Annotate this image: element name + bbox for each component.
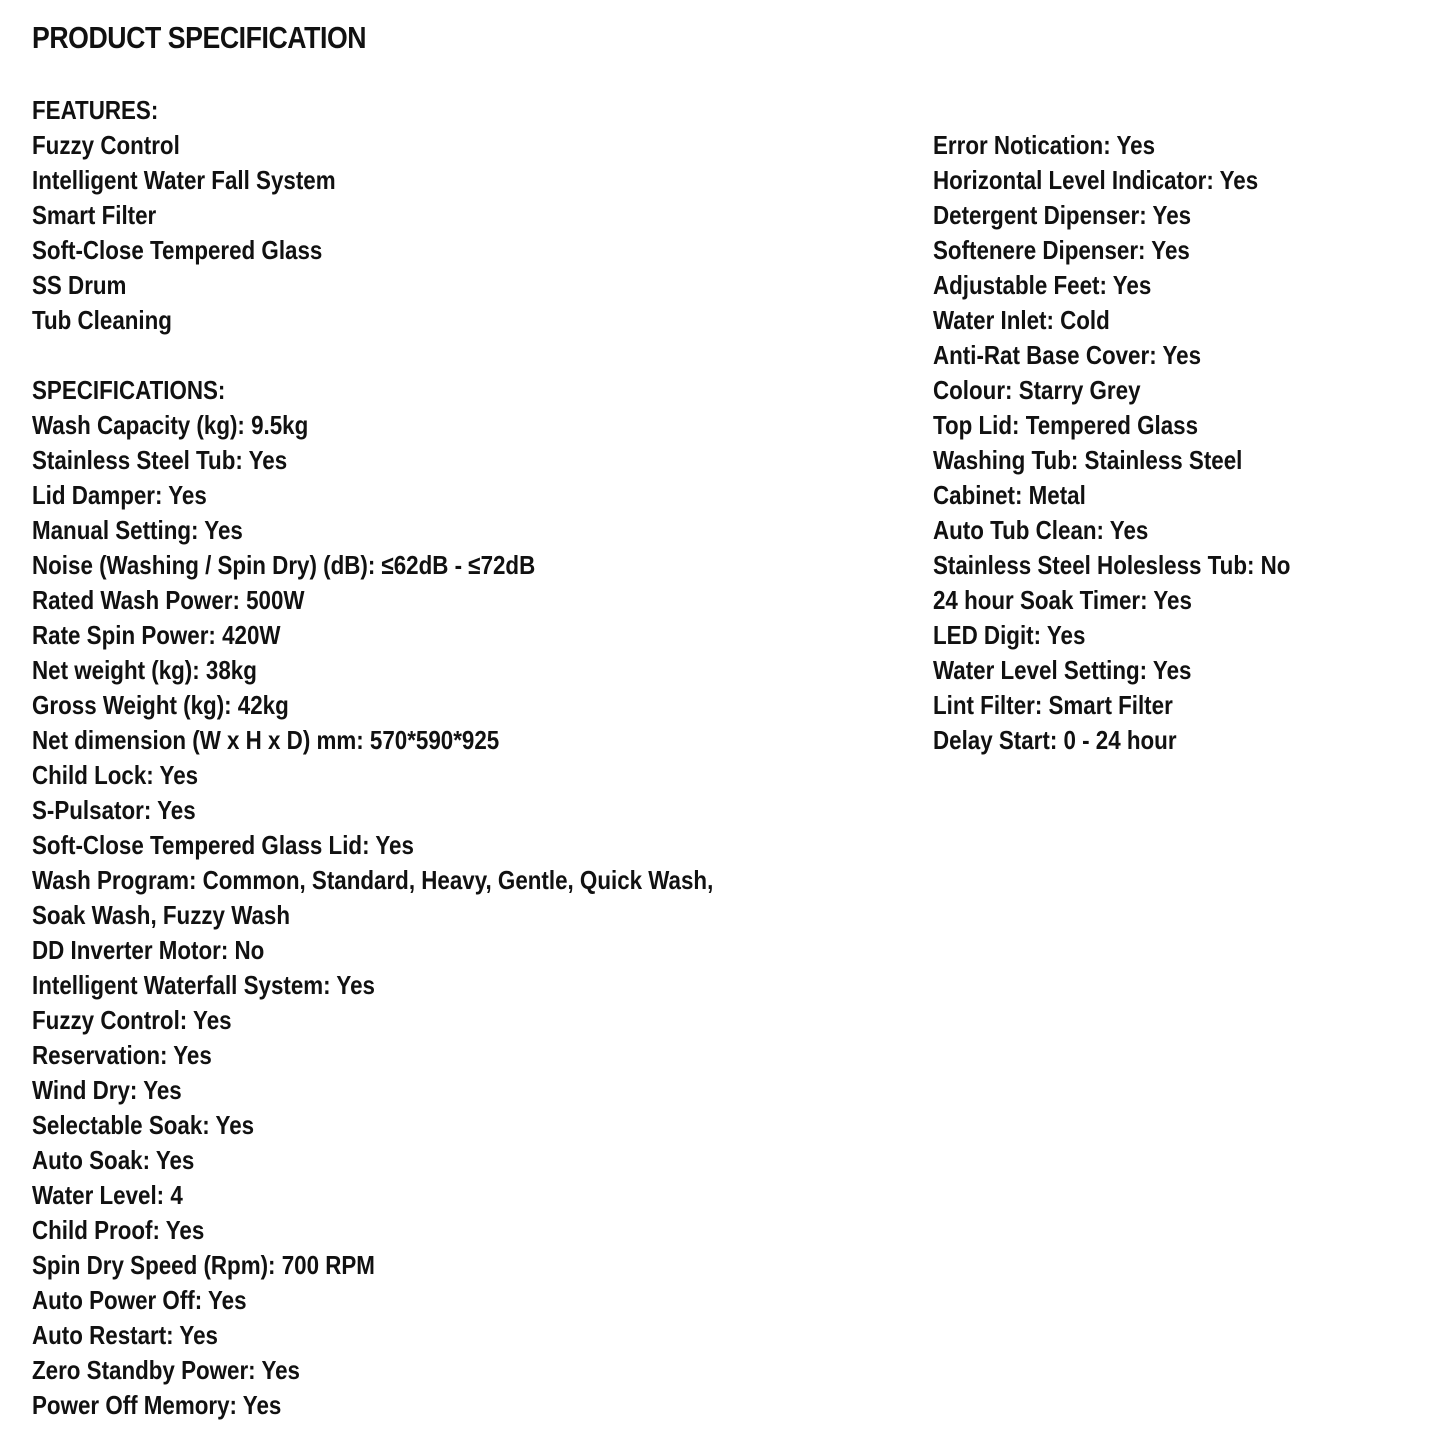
spec-item: Delay Start: 0 - 24 hour [933,725,1177,755]
feature-item: Smart Filter [32,200,157,230]
feature-item: Fuzzy Control [32,130,180,160]
spec-item: LED Digit: Yes [933,620,1086,650]
left-column [32,93,824,1423]
spec-item: Softenere Dipenser: Yes [933,235,1190,265]
right-column [933,128,1349,758]
feature-item: Intelligent Water Fall System [32,165,336,195]
spec-item: Cabinet: Metal [933,480,1086,510]
spec-item: 24 hour Soak Timer: Yes [933,585,1192,615]
spec-item: Net weight (kg): 38kg [32,655,257,685]
spec-item: Top Lid: Tempered Glass [933,410,1199,440]
spec-item: Selectable Soak: Yes [32,1110,255,1140]
spec-item: Water Level Setting: Yes [933,655,1192,685]
page-title: PRODUCT SPECIFICATION [32,20,367,55]
features-heading: FEATURES: [32,95,159,125]
spec-item: DD Inverter Motor: No [32,935,265,965]
spec-item: Stainless Steel Tub: Yes [32,445,288,475]
spec-item: Reservation: Yes [32,1040,212,1070]
spec-item: Gross Weight (kg): 42kg [32,690,289,720]
section-spacer [32,338,824,373]
feature-item: Tub Cleaning [32,305,172,335]
spec-item: Wash Capacity (kg): 9.5kg [32,410,309,440]
feature-item: SS Drum [32,270,127,300]
right-spec-list [933,128,1349,758]
spec-item: Water Inlet: Cold [933,305,1110,335]
spec-item: Child Lock: Yes [32,760,199,790]
spec-item: Manual Setting: Yes [32,515,243,545]
feature-item: Soft-Close Tempered Glass [32,235,323,265]
spec-item: Detergent Dipenser: Yes [933,200,1192,230]
spec-item: Horizontal Level Indicator: Yes [933,165,1259,195]
spec-item: Spin Dry Speed (Rpm): 700 RPM [32,1250,375,1280]
spec-item: Colour: Starry Grey [933,375,1141,405]
spec-item: Lint Filter: Smart Filter [933,690,1173,720]
spec-item: Adjustable Feet: Yes [933,270,1152,300]
spec-item: Child Proof: Yes [32,1215,205,1245]
spec-item: Lid Damper: Yes [32,480,207,510]
spec-item: Intelligent Waterfall System: Yes [32,970,375,1000]
spec-item: Soak Wash, Fuzzy Wash [32,900,291,930]
specifications-list [32,408,824,1423]
spec-item: Wind Dry: Yes [32,1075,182,1105]
features-list [32,128,824,338]
specifications-heading: SPECIFICATIONS: [32,375,226,405]
spec-item: Auto Soak: Yes [32,1145,195,1175]
spec-item: Rated Wash Power: 500W [32,585,305,615]
spec-item: Fuzzy Control: Yes [32,1005,232,1035]
spec-item: Stainless Steel Holesless Tub: No [933,550,1291,580]
spec-item: Auto Tub Clean: Yes [933,515,1149,545]
spec-item: Noise (Washing / Spin Dry) (dB): ≤62dB - ≤72dB [32,550,536,580]
spec-item: Auto Power Off: Yes [32,1285,247,1315]
spec-item: Auto Restart: Yes [32,1320,218,1350]
spec-item: Water Level: 4 [32,1180,183,1210]
spec-item: Washing Tub: Stainless Steel [933,445,1243,475]
spec-item: Anti-Rat Base Cover: Yes [933,340,1202,370]
spec-item: Zero Standby Power: Yes [32,1355,300,1385]
spec-item: Soft-Close Tempered Glass Lid: Yes [32,830,414,860]
spec-item: Rate Spin Power: 420W [32,620,281,650]
spec-item: Wash Program: Common, Standard, Heavy, Gentle, Quick Wash, [32,865,714,895]
spec-item: Power Off Memory: Yes [32,1390,282,1420]
spec-item: Net dimension (W x H x D) mm: 570*590*925 [32,725,500,755]
spec-item: S-Pulsator: Yes [32,795,196,825]
spec-item: Error Notication: Yes [933,130,1156,160]
